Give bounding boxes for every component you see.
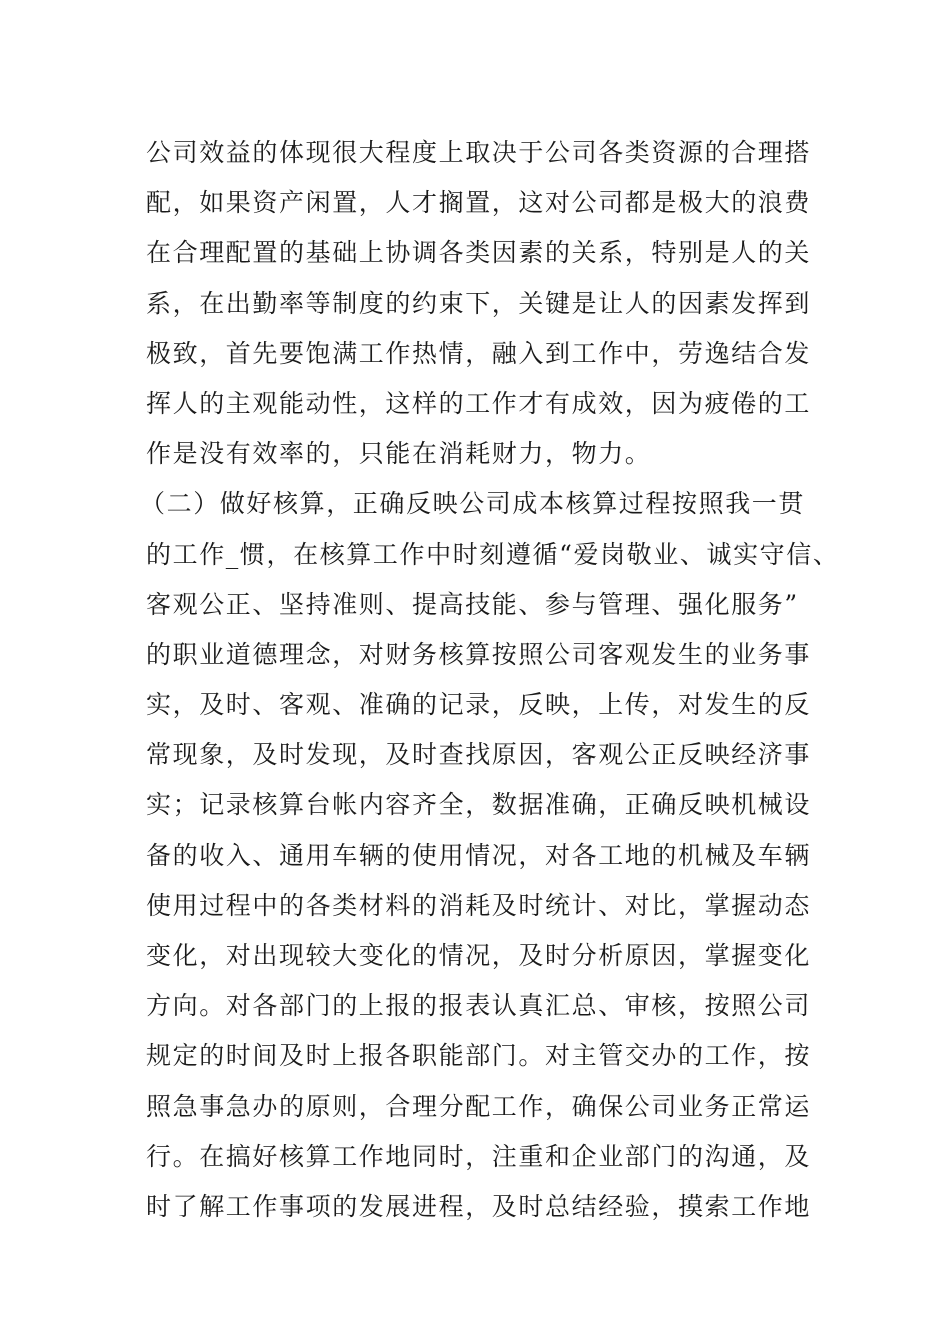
text-line: 使用过程中的各类材料的消耗及时统计、对比，掌握动态 (146, 890, 812, 920)
text-line: 配，如果资产闲置，人才搁置，这对公司都是极大的浪费 (146, 188, 812, 218)
text-line: 作是没有效率的，只能在消耗财力，物力。 (146, 439, 652, 469)
text-line: 规定的时间及时上报各职能部门。对主管交办的工作，按 (146, 1041, 812, 1071)
text-line: 实，及时、客观、准确的记录，反映，上传，对发生的反 (146, 690, 812, 720)
document-body (140, 128, 946, 1232)
text-line: 常现象，及时发现，及时查找原因，客观公正反映经济事 (146, 740, 812, 770)
text-line: 变化，对出现较大变化的情况，及时分析原因，掌握变化 (146, 941, 812, 970)
text-line: 行。在搞好核算工作地同时，注重和企业部门的沟通，及 (146, 1141, 812, 1171)
text-line: 极致，首先要饱满工作热情，融入到工作中，劳逸结合发 (146, 338, 812, 368)
text-line: 的职业道德理念，对财务核算按照公司客观发生的业务事 (146, 639, 812, 669)
text-line: 的工作_惯，在核算工作中时刻遵循“爱岗敬业、诚实守信、 (146, 539, 840, 569)
text-line: 公司效益的体现很大程度上取决于公司各类资源的合理搭 (146, 138, 812, 167)
text-line: 方向。对各部门的上报的报表认真汇总、审核，按照公司 (146, 991, 812, 1021)
text-line: 照急事急办的原则，合理分配工作，确保公司业务正常运 (146, 1091, 812, 1121)
text-line: 客观公正、坚持准则、提高技能、参与管理、强化服务” (146, 589, 799, 619)
text-line: 系，在出勤率等制度的约束下，关键是让人的因素发挥到 (146, 288, 812, 318)
text-line: 挥人的主观能动性，这样的工作才有成效，因为疲倦的工 (146, 388, 812, 418)
text-line: 备的收入、通用车辆的使用情况，对各工地的机械及车辆 (146, 840, 812, 870)
text-line: 实；记录核算台帐内容齐全，数据准确，正确反映机械设 (146, 790, 812, 820)
text-line: 时了解工作事项的发展进程，及时总结经验，摸索工作地 (146, 1191, 812, 1221)
text-line: 在合理配置的基础上协调各类因素的关系，特别是人的关 (146, 238, 812, 268)
section-heading-line: （二）做好核算，正确反映公司成本核算过程按照我一贯 (140, 489, 806, 519)
